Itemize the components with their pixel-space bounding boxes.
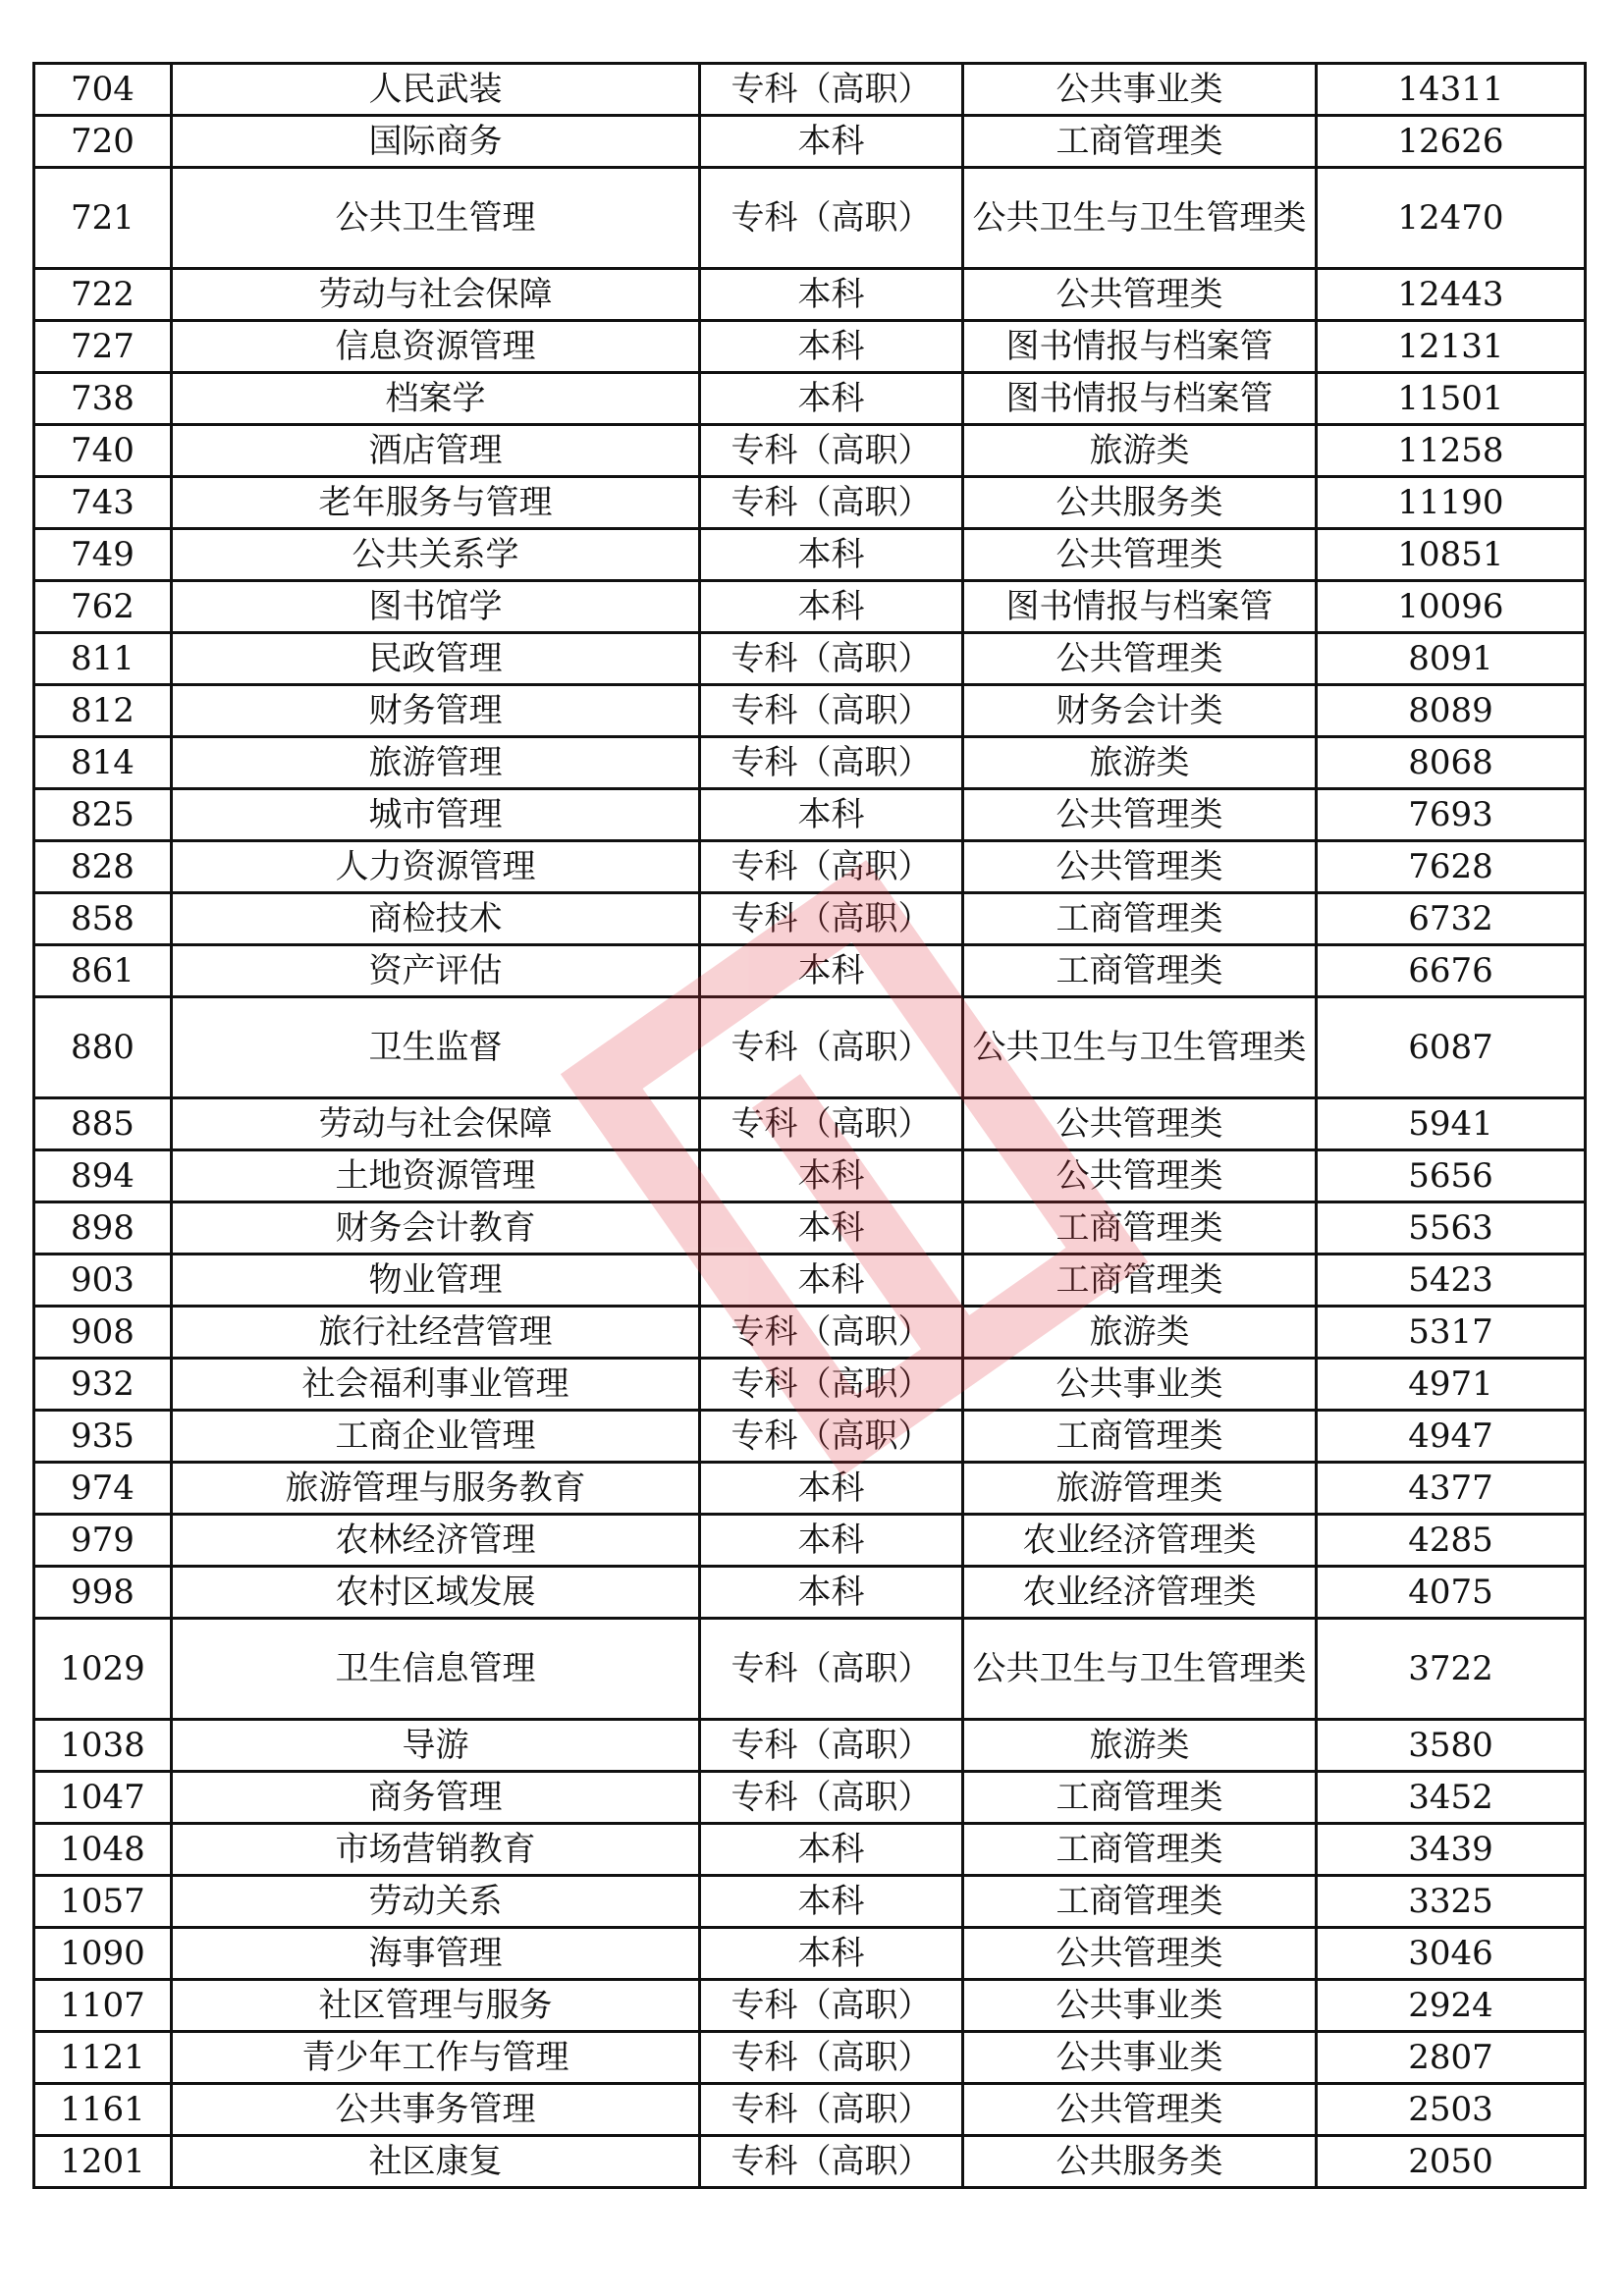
count-cell: 2503 <box>1317 2084 1586 2136</box>
level-cell: 本科 <box>700 116 963 168</box>
level-cell: 专科（高职） <box>700 1307 963 1359</box>
table-row <box>34 1098 1586 1150</box>
category-cell: 工商管理类 <box>963 1876 1317 1928</box>
count-cell: 3452 <box>1317 1772 1586 1824</box>
count-cell: 6732 <box>1317 893 1586 945</box>
category-cell: 工商管理类 <box>963 1202 1317 1255</box>
major-name-cell: 民政管理 <box>172 633 700 685</box>
level-cell: 本科 <box>700 1255 963 1307</box>
count-cell: 3580 <box>1317 1720 1586 1772</box>
count-cell: 11258 <box>1317 425 1586 477</box>
level-cell: 专科（高职） <box>700 2032 963 2084</box>
table-row <box>34 1307 1586 1359</box>
major-name-cell: 导游 <box>172 1720 700 1772</box>
major-name-cell: 资产评估 <box>172 945 700 997</box>
table-row <box>34 997 1586 1098</box>
table-row <box>34 841 1586 893</box>
level-cell: 本科 <box>700 1567 963 1619</box>
category-cell: 图书情报与档案管 <box>963 581 1317 633</box>
rank-cell: 743 <box>34 477 172 529</box>
major-name-cell: 物业管理 <box>172 1255 700 1307</box>
rank-cell: 1121 <box>34 2032 172 2084</box>
table-row <box>34 1463 1586 1515</box>
major-ranking-table <box>32 62 1587 2189</box>
major-name-cell: 社会福利事业管理 <box>172 1359 700 1411</box>
level-cell: 专科（高职） <box>700 1772 963 1824</box>
rank-cell: 1029 <box>34 1619 172 1720</box>
table-row <box>34 1359 1586 1411</box>
rank-cell: 738 <box>34 373 172 425</box>
level-cell: 专科（高职） <box>700 633 963 685</box>
level-cell: 本科 <box>700 269 963 321</box>
rank-cell: 894 <box>34 1150 172 1202</box>
count-cell: 5656 <box>1317 1150 1586 1202</box>
category-cell: 图书情报与档案管 <box>963 321 1317 373</box>
table-row <box>34 168 1586 269</box>
table-row <box>34 373 1586 425</box>
rank-cell: 1161 <box>34 2084 172 2136</box>
level-cell: 本科 <box>700 321 963 373</box>
level-cell: 本科 <box>700 1876 963 1928</box>
table-row <box>34 269 1586 321</box>
rank-cell: 727 <box>34 321 172 373</box>
count-cell: 4947 <box>1317 1411 1586 1463</box>
count-cell: 4285 <box>1317 1515 1586 1567</box>
category-cell: 公共管理类 <box>963 2084 1317 2136</box>
level-cell: 专科（高职） <box>700 685 963 737</box>
major-name-cell: 市场营销教育 <box>172 1824 700 1876</box>
level-cell: 本科 <box>700 1202 963 1255</box>
count-cell: 11501 <box>1317 373 1586 425</box>
table-row <box>34 1720 1586 1772</box>
level-cell: 专科（高职） <box>700 997 963 1098</box>
count-cell: 12443 <box>1317 269 1586 321</box>
rank-cell: 858 <box>34 893 172 945</box>
count-cell: 10851 <box>1317 529 1586 581</box>
level-cell: 本科 <box>700 789 963 841</box>
table-row <box>34 737 1586 789</box>
count-cell: 14311 <box>1317 64 1586 116</box>
rank-cell: 720 <box>34 116 172 168</box>
major-name-cell: 酒店管理 <box>172 425 700 477</box>
count-cell: 2807 <box>1317 2032 1586 2084</box>
level-cell: 本科 <box>700 1463 963 1515</box>
level-cell: 本科 <box>700 581 963 633</box>
level-cell: 专科（高职） <box>700 1411 963 1463</box>
level-cell: 专科（高职） <box>700 737 963 789</box>
category-cell: 工商管理类 <box>963 1824 1317 1876</box>
count-cell: 6087 <box>1317 997 1586 1098</box>
rank-cell: 1090 <box>34 1928 172 1980</box>
level-cell: 本科 <box>700 373 963 425</box>
count-cell: 8089 <box>1317 685 1586 737</box>
category-cell: 公共服务类 <box>963 477 1317 529</box>
level-cell: 专科（高职） <box>700 2084 963 2136</box>
category-cell: 旅游类 <box>963 1307 1317 1359</box>
category-cell: 公共管理类 <box>963 633 1317 685</box>
category-cell: 公共服务类 <box>963 2136 1317 2188</box>
count-cell: 12626 <box>1317 116 1586 168</box>
table-row <box>34 1980 1586 2032</box>
table-row <box>34 2032 1586 2084</box>
level-cell: 专科（高职） <box>700 1359 963 1411</box>
major-name-cell: 人民武装 <box>172 64 700 116</box>
table-row <box>34 893 1586 945</box>
rank-cell: 811 <box>34 633 172 685</box>
major-name-cell: 信息资源管理 <box>172 321 700 373</box>
major-name-cell: 旅行社经营管理 <box>172 1307 700 1359</box>
table-row <box>34 633 1586 685</box>
table-row <box>34 64 1586 116</box>
table-row <box>34 685 1586 737</box>
count-cell: 5423 <box>1317 1255 1586 1307</box>
table-row <box>34 529 1586 581</box>
major-name-cell: 老年服务与管理 <box>172 477 700 529</box>
level-cell: 专科（高职） <box>700 1720 963 1772</box>
table-row <box>34 789 1586 841</box>
level-cell: 专科（高职） <box>700 64 963 116</box>
count-cell: 3722 <box>1317 1619 1586 1720</box>
category-cell: 工商管理类 <box>963 1772 1317 1824</box>
rank-cell: 721 <box>34 168 172 269</box>
count-cell: 4075 <box>1317 1567 1586 1619</box>
count-cell: 8068 <box>1317 737 1586 789</box>
rank-cell: 898 <box>34 1202 172 1255</box>
rank-cell: 861 <box>34 945 172 997</box>
major-name-cell: 社区管理与服务 <box>172 1980 700 2032</box>
table-row <box>34 1567 1586 1619</box>
rank-cell: 749 <box>34 529 172 581</box>
category-cell: 公共管理类 <box>963 789 1317 841</box>
rank-cell: 974 <box>34 1463 172 1515</box>
category-cell: 农业经济管理类 <box>963 1567 1317 1619</box>
count-cell: 8091 <box>1317 633 1586 685</box>
category-cell: 工商管理类 <box>963 116 1317 168</box>
major-name-cell: 商检技术 <box>172 893 700 945</box>
category-cell: 公共管理类 <box>963 1098 1317 1150</box>
table-row <box>34 321 1586 373</box>
level-cell: 本科 <box>700 1515 963 1567</box>
count-cell: 2050 <box>1317 2136 1586 2188</box>
rank-cell: 1057 <box>34 1876 172 1928</box>
table-row <box>34 2084 1586 2136</box>
table-row <box>34 1772 1586 1824</box>
major-name-cell: 旅游管理与服务教育 <box>172 1463 700 1515</box>
major-name-cell: 国际商务 <box>172 116 700 168</box>
major-name-cell: 卫生监督 <box>172 997 700 1098</box>
count-cell: 7693 <box>1317 789 1586 841</box>
rank-cell: 908 <box>34 1307 172 1359</box>
major-name-cell: 公共事务管理 <box>172 2084 700 2136</box>
count-cell: 6676 <box>1317 945 1586 997</box>
category-cell: 工商管理类 <box>963 1411 1317 1463</box>
major-name-cell: 社区康复 <box>172 2136 700 2188</box>
category-cell: 公共卫生与卫生管理类 <box>963 1619 1317 1720</box>
rank-cell: 722 <box>34 269 172 321</box>
category-cell: 公共事业类 <box>963 2032 1317 2084</box>
level-cell: 专科（高职） <box>700 841 963 893</box>
table-row <box>34 1619 1586 1720</box>
major-name-cell: 劳动关系 <box>172 1876 700 1928</box>
category-cell: 旅游类 <box>963 1720 1317 1772</box>
major-name-cell: 海事管理 <box>172 1928 700 1980</box>
major-name-cell: 财务管理 <box>172 685 700 737</box>
count-cell: 7628 <box>1317 841 1586 893</box>
count-cell: 12470 <box>1317 168 1586 269</box>
rank-cell: 1048 <box>34 1824 172 1876</box>
table-row <box>34 116 1586 168</box>
major-name-cell: 卫生信息管理 <box>172 1619 700 1720</box>
category-cell: 公共卫生与卫生管理类 <box>963 168 1317 269</box>
category-cell: 公共管理类 <box>963 1150 1317 1202</box>
level-cell: 专科（高职） <box>700 168 963 269</box>
level-cell: 本科 <box>700 1824 963 1876</box>
level-cell: 专科（高职） <box>700 1098 963 1150</box>
major-name-cell: 财务会计教育 <box>172 1202 700 1255</box>
count-cell: 11190 <box>1317 477 1586 529</box>
table-row <box>34 1411 1586 1463</box>
rank-cell: 762 <box>34 581 172 633</box>
major-name-cell: 土地资源管理 <box>172 1150 700 1202</box>
rank-cell: 935 <box>34 1411 172 1463</box>
level-cell: 专科（高职） <box>700 1980 963 2032</box>
major-name-cell: 城市管理 <box>172 789 700 841</box>
major-name-cell: 人力资源管理 <box>172 841 700 893</box>
major-name-cell: 旅游管理 <box>172 737 700 789</box>
category-cell: 农业经济管理类 <box>963 1515 1317 1567</box>
count-cell: 5941 <box>1317 1098 1586 1150</box>
count-cell: 3046 <box>1317 1928 1586 1980</box>
level-cell: 本科 <box>700 1150 963 1202</box>
level-cell: 专科（高职） <box>700 893 963 945</box>
rank-cell: 704 <box>34 64 172 116</box>
rank-cell: 903 <box>34 1255 172 1307</box>
major-name-cell: 青少年工作与管理 <box>172 2032 700 2084</box>
count-cell: 4377 <box>1317 1463 1586 1515</box>
count-cell: 5563 <box>1317 1202 1586 1255</box>
rank-cell: 825 <box>34 789 172 841</box>
table-row <box>34 425 1586 477</box>
level-cell: 专科（高职） <box>700 477 963 529</box>
count-cell: 12131 <box>1317 321 1586 373</box>
table-row <box>34 1202 1586 1255</box>
level-cell: 专科（高职） <box>700 425 963 477</box>
category-cell: 公共事业类 <box>963 1980 1317 2032</box>
count-cell: 5317 <box>1317 1307 1586 1359</box>
major-name-cell: 农林经济管理 <box>172 1515 700 1567</box>
rank-cell: 1038 <box>34 1720 172 1772</box>
major-name-cell: 图书馆学 <box>172 581 700 633</box>
category-cell: 旅游类 <box>963 425 1317 477</box>
table-row <box>34 1150 1586 1202</box>
rank-cell: 828 <box>34 841 172 893</box>
count-cell: 4971 <box>1317 1359 1586 1411</box>
category-cell: 公共事业类 <box>963 1359 1317 1411</box>
category-cell: 旅游类 <box>963 737 1317 789</box>
category-cell: 公共卫生与卫生管理类 <box>963 997 1317 1098</box>
major-name-cell: 农村区域发展 <box>172 1567 700 1619</box>
category-cell: 公共管理类 <box>963 841 1317 893</box>
table-row <box>34 1255 1586 1307</box>
major-name-cell: 公共卫生管理 <box>172 168 700 269</box>
category-cell: 工商管理类 <box>963 945 1317 997</box>
level-cell: 专科（高职） <box>700 1619 963 1720</box>
rank-cell: 885 <box>34 1098 172 1150</box>
major-name-cell: 工商企业管理 <box>172 1411 700 1463</box>
category-cell: 公共管理类 <box>963 1928 1317 1980</box>
table-row <box>34 1515 1586 1567</box>
level-cell: 专科（高职） <box>700 2136 963 2188</box>
count-cell: 2924 <box>1317 1980 1586 2032</box>
major-name-cell: 商务管理 <box>172 1772 700 1824</box>
rank-cell: 740 <box>34 425 172 477</box>
table-row <box>34 945 1586 997</box>
count-cell: 3439 <box>1317 1824 1586 1876</box>
major-name-cell: 公共关系学 <box>172 529 700 581</box>
major-name-cell: 档案学 <box>172 373 700 425</box>
category-cell: 工商管理类 <box>963 1255 1317 1307</box>
category-cell: 公共管理类 <box>963 269 1317 321</box>
rank-cell: 1201 <box>34 2136 172 2188</box>
rank-cell: 998 <box>34 1567 172 1619</box>
category-cell: 图书情报与档案管 <box>963 373 1317 425</box>
category-cell: 旅游管理类 <box>963 1463 1317 1515</box>
table-row <box>34 2136 1586 2188</box>
count-cell: 3325 <box>1317 1876 1586 1928</box>
rank-cell: 1047 <box>34 1772 172 1824</box>
table-row <box>34 1928 1586 1980</box>
table-row <box>34 1824 1586 1876</box>
category-cell: 公共事业类 <box>963 64 1317 116</box>
category-cell: 工商管理类 <box>963 893 1317 945</box>
rank-cell: 812 <box>34 685 172 737</box>
level-cell: 本科 <box>700 945 963 997</box>
level-cell: 本科 <box>700 529 963 581</box>
level-cell: 本科 <box>700 1928 963 1980</box>
major-name-cell: 劳动与社会保障 <box>172 269 700 321</box>
category-cell: 财务会计类 <box>963 685 1317 737</box>
rank-cell: 932 <box>34 1359 172 1411</box>
rank-cell: 979 <box>34 1515 172 1567</box>
rank-cell: 1107 <box>34 1980 172 2032</box>
table-row <box>34 477 1586 529</box>
rank-cell: 814 <box>34 737 172 789</box>
major-name-cell: 劳动与社会保障 <box>172 1098 700 1150</box>
category-cell: 公共管理类 <box>963 529 1317 581</box>
table-row <box>34 1876 1586 1928</box>
count-cell: 10096 <box>1317 581 1586 633</box>
rank-cell: 880 <box>34 997 172 1098</box>
table-row <box>34 581 1586 633</box>
